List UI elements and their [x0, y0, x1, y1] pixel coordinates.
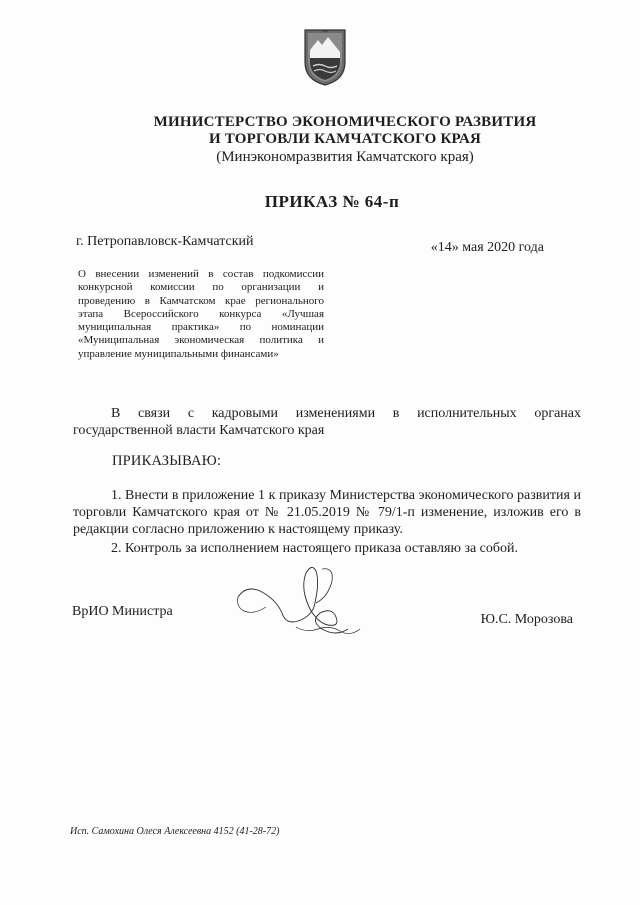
order-preamble: В связи с кадровыми изменениями в исполнительных органах государственной власти Камчатского края: [73, 406, 581, 438]
order-city: г. Петропавловск-Камчатский: [76, 234, 254, 249]
order-directive: ПРИКАЗЫВАЮ:: [112, 453, 222, 469]
handwritten-signature: [236, 563, 366, 641]
executor-note: Исп. Самохина Олеся Алексеевна 4152 (41-28-72): [70, 826, 280, 837]
order-item-2: 2. Контроль за исполнением настоящего приказа оставляю за собой.: [111, 541, 519, 556]
order-title: ПРИКАЗ № 64-п: [264, 192, 400, 211]
ministry-name-line-1: МИНИСТЕРСТВО ЭКОНОМИЧЕСКОГО РАЗВИТИЯ: [153, 114, 537, 130]
order-subject: О внесении изменений в состав подкомиссии конкурсной комиссии по организации и проведению в Камчатском крае регионального этапа Всероссийского конкурса «Лучшая муниципальная практика» по номинации «Муниципальная экономическая политика и управление муниципальными финансами»: [78, 268, 324, 360]
order-date: «14» мая 2020 года: [430, 240, 544, 255]
ministry-name-line-2: И ТОРГОВЛИ КАМЧАТСКОГО КРАЯ: [208, 131, 482, 147]
signatory-role: ВрИО Министра: [72, 604, 173, 619]
ministry-short-name: (Минэкономразвития Камчатского края): [216, 149, 474, 165]
order-item-1: 1. Внести в приложение 1 к приказу Министерства экономического развития и торговли Камчатского края от № 21.05.2019 № 79/1-п изменение, изложив его в редакции согласно приложению к настоящему приказу.: [73, 488, 581, 537]
coat-of-arms-icon: [301, 28, 349, 86]
signatory-name: Ю.С. Морозова: [480, 612, 573, 627]
